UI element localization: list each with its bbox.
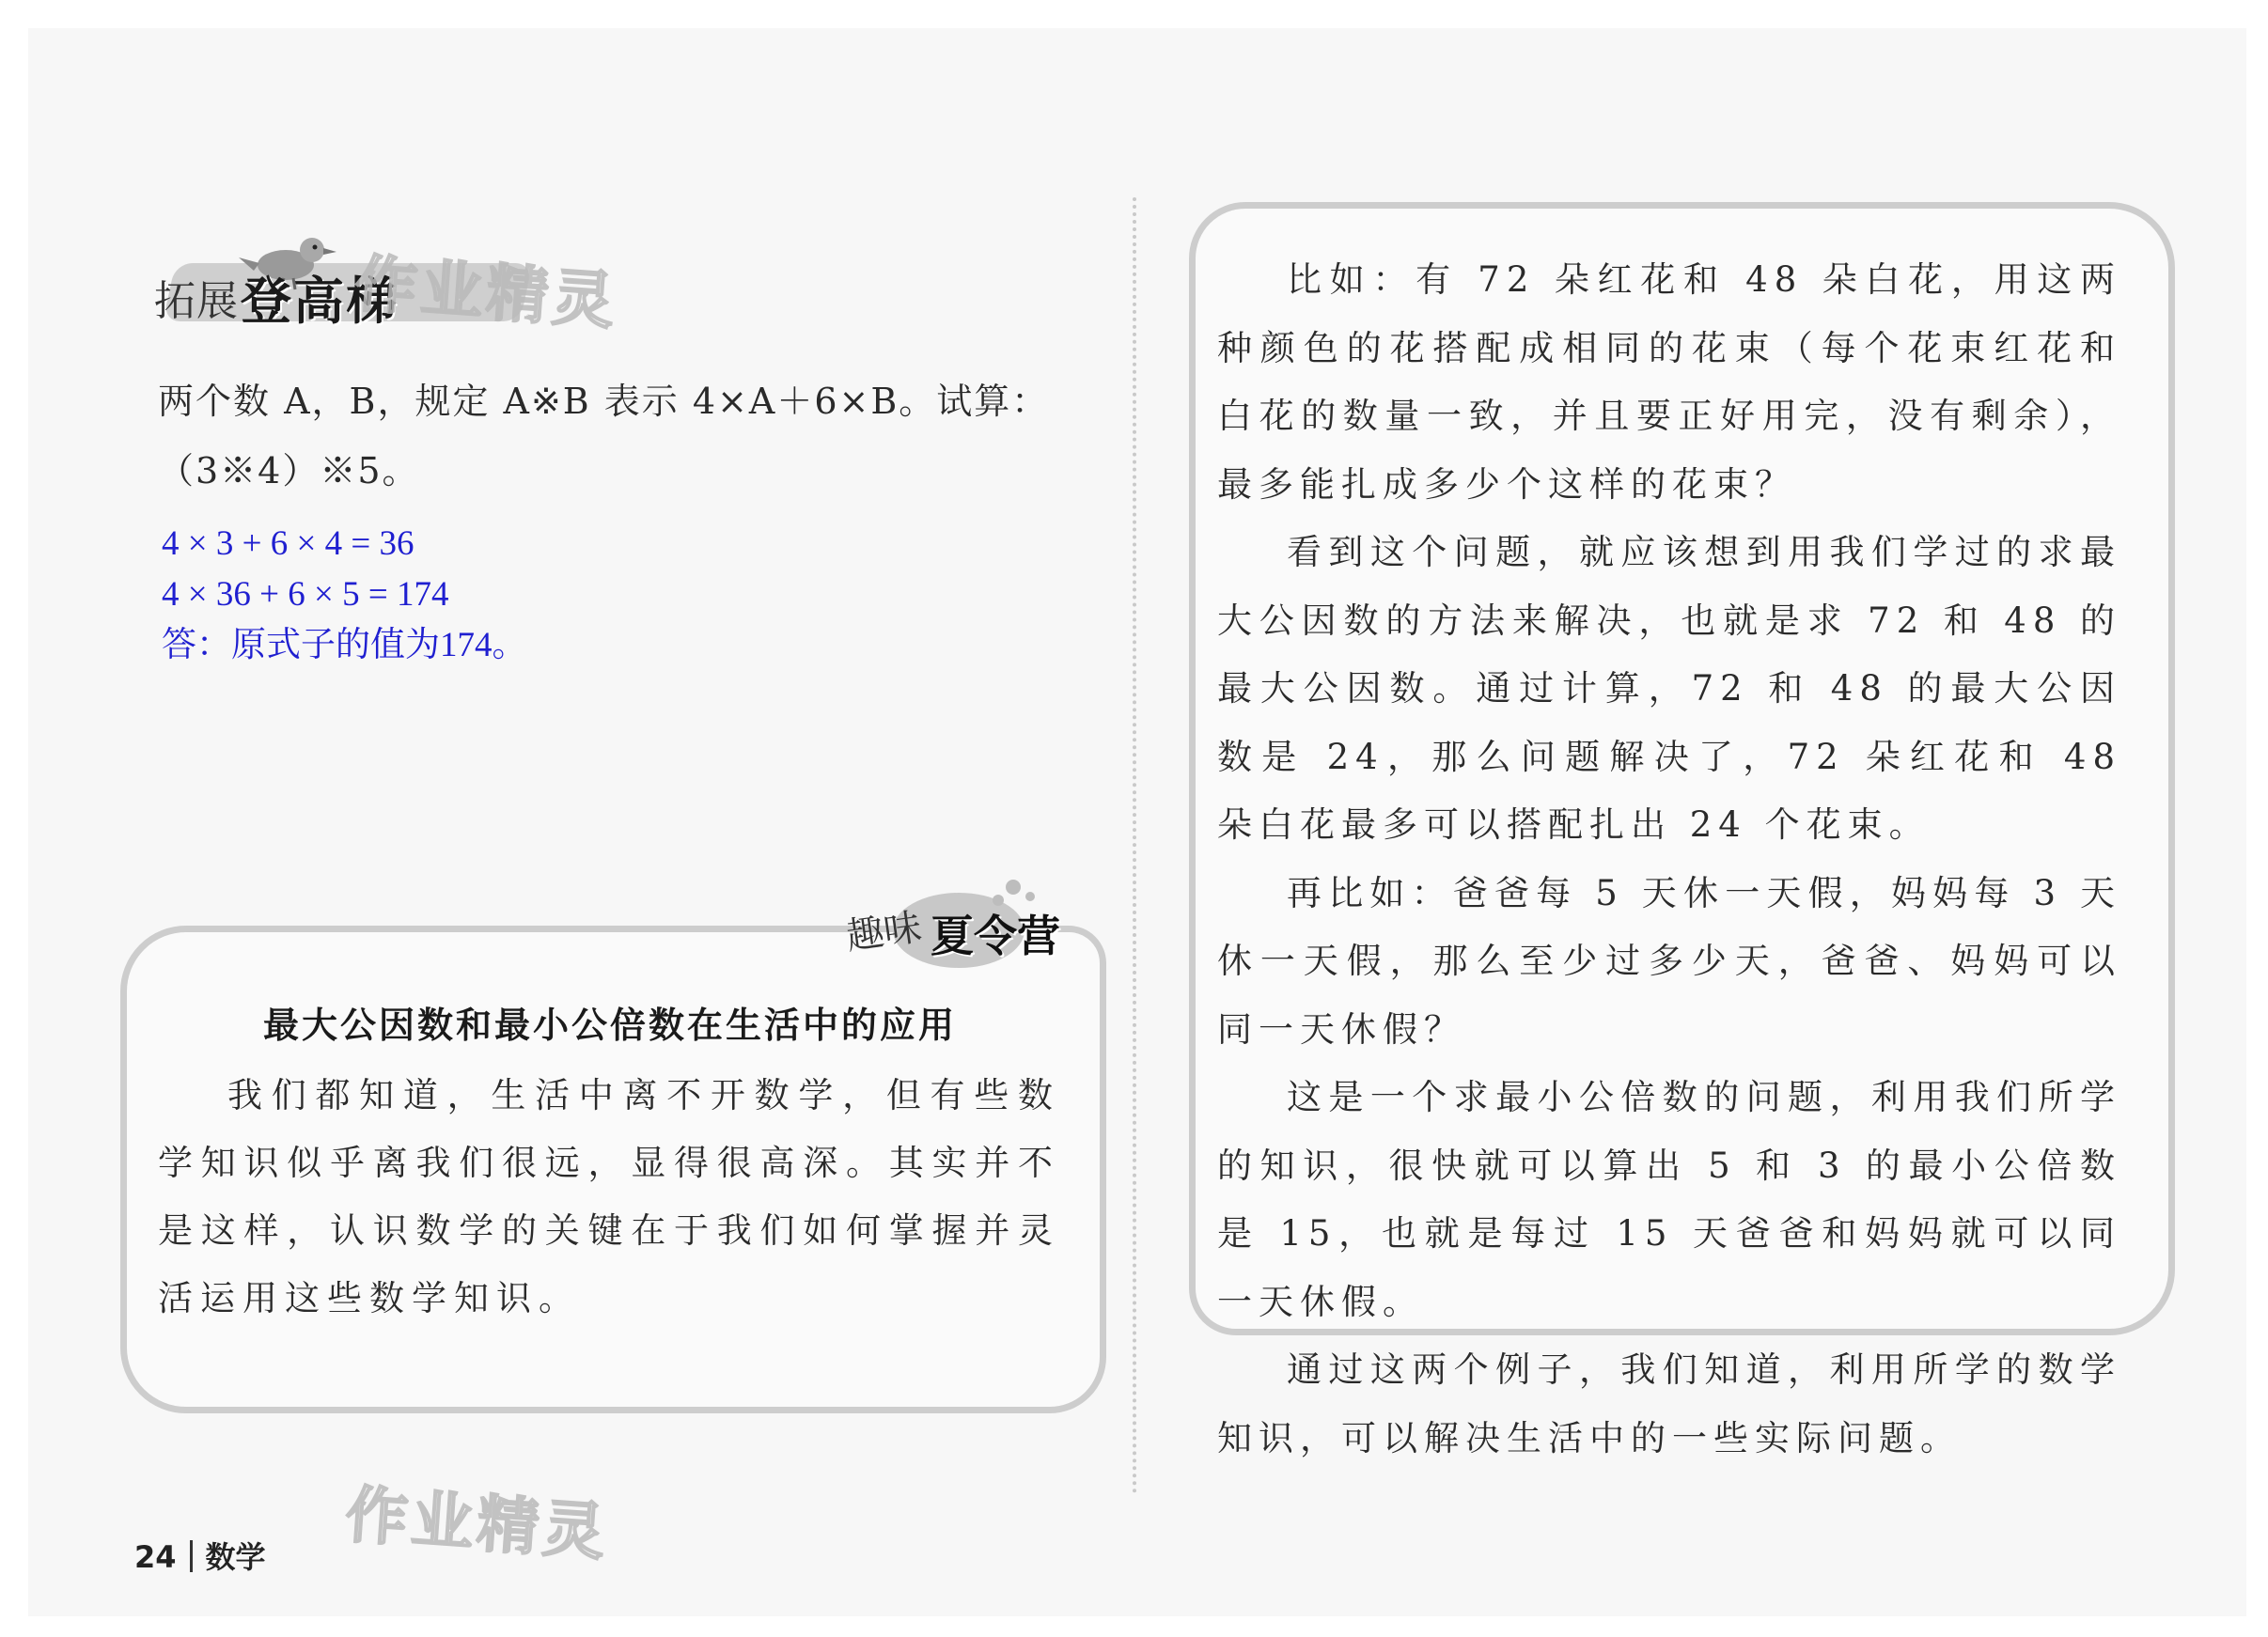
section-badge-summer-camp: [837, 874, 1081, 977]
question-line-2: （3※4）※5。: [158, 450, 420, 491]
paragraph-2: 看到这个问题，就应该想到用我们学过的求最大公因数的方法来解决，也就是求 72 和 48 的最大公因数。通过计算，72 和 48 的最大公因数是 24，那么问题解决了，72 朵红花和 48 朵白花最多可以搭配扎出 24 个花束。: [1217, 532, 2121, 845]
paragraph-5: 通过这两个例子，我们知道，利用所学的数学知识，可以解决生活中的一些实际问题。: [1217, 1349, 2121, 1458]
reading-body-right: [1217, 246, 2121, 1473]
answer: [162, 519, 1008, 671]
page-footer: [134, 1534, 266, 1577]
answer-line-1: 4 × 3 + 6 × 4 = 36: [162, 524, 414, 563]
watermark: 作业精灵: [352, 247, 620, 338]
watermark: 作业精灵: [343, 1478, 611, 1569]
badge-prefix: 拓展: [154, 277, 239, 325]
reading-title: 最大公因数和最小公倍数在生活中的应用: [263, 1005, 958, 1046]
badge-main: 登高梯: [241, 272, 399, 331]
subject-label: 数学: [205, 1539, 266, 1575]
badge-prefix: 趣味: [843, 905, 925, 959]
paragraph-3: 再比如：爸爸每 5 天休一天假，妈妈每 3 天休一天假，那么至少过多少天，爸爸、妈妈可以同一天休假？: [1217, 872, 2121, 1050]
page-spine: [1133, 197, 1148, 1494]
reading-body-left: [158, 1062, 1060, 1333]
question: [158, 366, 1088, 506]
paragraph: 我们都知道，生活中离不开数学，但有些数学知识似乎离我们很远，显得很高深。其实并不是这样，认识数学的关键在于我们如何掌握并灵活运用这些数学知识。: [158, 1075, 1060, 1318]
question-line-1: 两个数 A，B，规定 A※B 表示 4×A＋6×B。试算：: [158, 381, 1050, 422]
paragraph-4: 这是一个求最小公倍数的问题，利用我们所学的知识，很快就可以算出 5 和 3 的最小公倍数是 15，也就是每过 15 天爸爸和妈妈就可以同一天休假。: [1217, 1077, 2121, 1322]
answer-line-2: 4 × 36 + 6 × 5 = 174: [162, 575, 449, 614]
answer-line-3: 答：原式子的值为174。: [162, 626, 527, 664]
paragraph-1: 比如：有 72 朵红花和 48 朵白花，用这两种颜色的花搭配成相同的花束（每个花束红花和白花的数量一致，并且要正好用完，没有剩余），最多能扎成多少个这样的花束？: [1217, 259, 2121, 505]
page-number: 24: [134, 1539, 177, 1575]
badge-main: 夏令营: [931, 911, 1060, 961]
footer-divider: [190, 1540, 193, 1572]
